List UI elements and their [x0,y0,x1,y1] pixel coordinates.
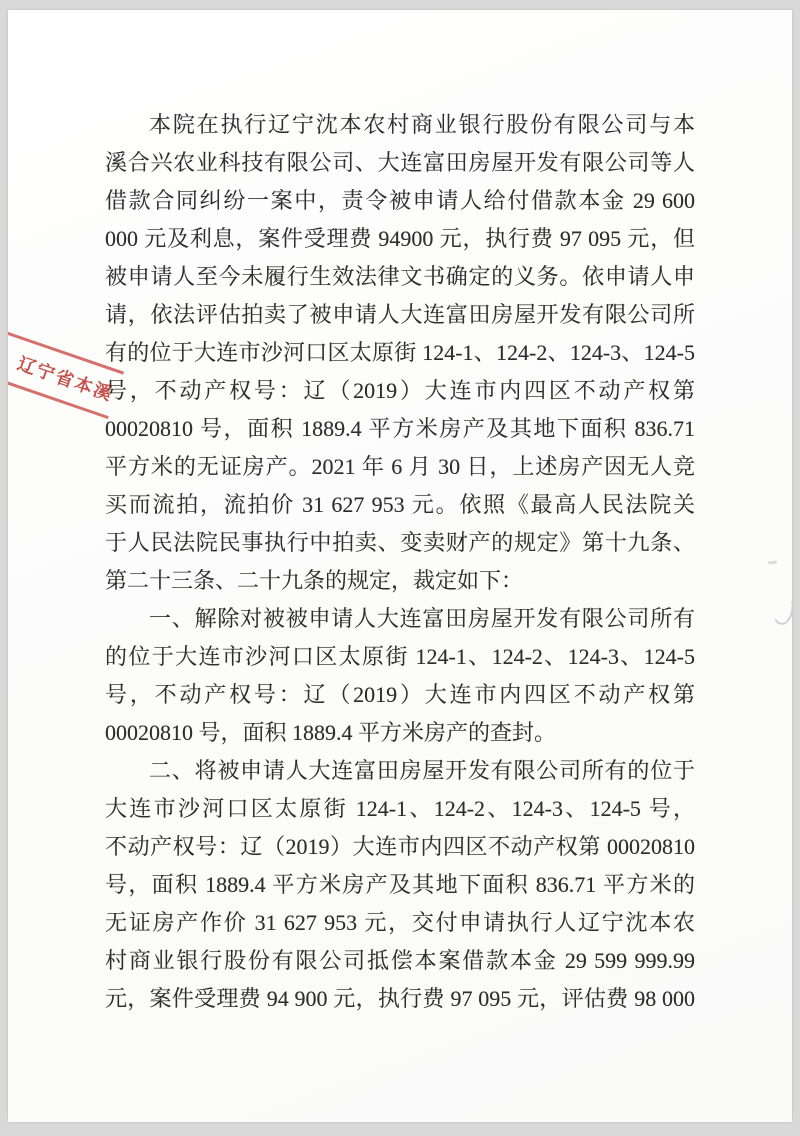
scan-speck-artifact [768,560,777,564]
text-line: 请，依法评估拍卖了被申请人大连富田房屋开发有限公司所 [105,302,695,327]
text-line: 本院在执行辽宁沈本农村商业银行股份有限公司与本 [149,112,695,137]
text-line: 号，不动产权号：辽（2019）大连市内四区不动产权第 [105,378,695,403]
text-line: 借款合同纠纷一案中，责令被申请人给付借款本金 29 600 [105,188,695,213]
text-line: 于人民法院民事执行中拍卖、变卖财产的规定》第十九条、 [105,530,695,555]
text-line: 有的位于大连市沙河口区太原街 124-1、124-2、124-3、124-5 [105,340,695,365]
text-line: 第二十三条、二十九条的规定，裁定如下： [105,568,524,593]
stamp-text: 辽宁省本溪 [14,353,117,405]
document-page [8,10,792,1122]
text-line: 000 元及利息，案件受理费 94900 元，执行费 97 095 元，但 [105,226,695,251]
text-line: 大连市沙河口区太原街 124-1、124-2、124-3、124-5 号， [105,796,695,821]
text-line: 号，不动产权号：辽（2019）大连市内四区不动产权第 [105,682,695,707]
text-line: 号，面积 1889.4 平方米房产及其地下面积 836.71 平方米的 [105,872,695,897]
text-line: 村商业银行股份有限公司抵偿本案借款本金 29 599 999.99 [105,948,695,973]
text-line: 平方米的无证房产。2021 年 6 月 30 日，上述房产因无人竞 [105,454,695,479]
text-line: 买而流拍，流拍价 31 627 953 元。依照《最高人民法院关 [105,492,695,517]
scan-smudge-artifact [771,594,792,627]
ruling-text-block [105,106,695,1018]
text-line: 元，案件受理费 94 900 元，执行费 97 095 元，评估费 98 000 [105,986,695,1011]
text-line: 被申请人至今未履行生效法律文书确定的义务。依申请人申 [105,264,695,289]
text-line: 00020810 号，面积 1889.4 平方米房产及其地下面积 836.71 [105,416,695,441]
text-line: 不动产权号：辽（2019）大连市内四区不动产权第 00020810 [105,834,695,859]
text-line: 一、解除对被被申请人大连富田房屋开发有限公司所有 [149,606,695,631]
text-line: 无证房产作价 31 627 953 元，交付申请执行人辽宁沈本农 [105,910,695,935]
text-line: 溪合兴农业科技有限公司、大连富田房屋开发有限公司等人 [105,150,695,175]
text-line: 的位于大连市沙河口区太原街 124-1、124-2、124-3、124-5 [105,644,695,669]
text-line: 00020810 号，面积 1889.4 平方米房产的查封。 [105,720,557,745]
text-line: 二、将被申请人大连富田房屋开发有限公司所有的位于 [149,758,695,783]
